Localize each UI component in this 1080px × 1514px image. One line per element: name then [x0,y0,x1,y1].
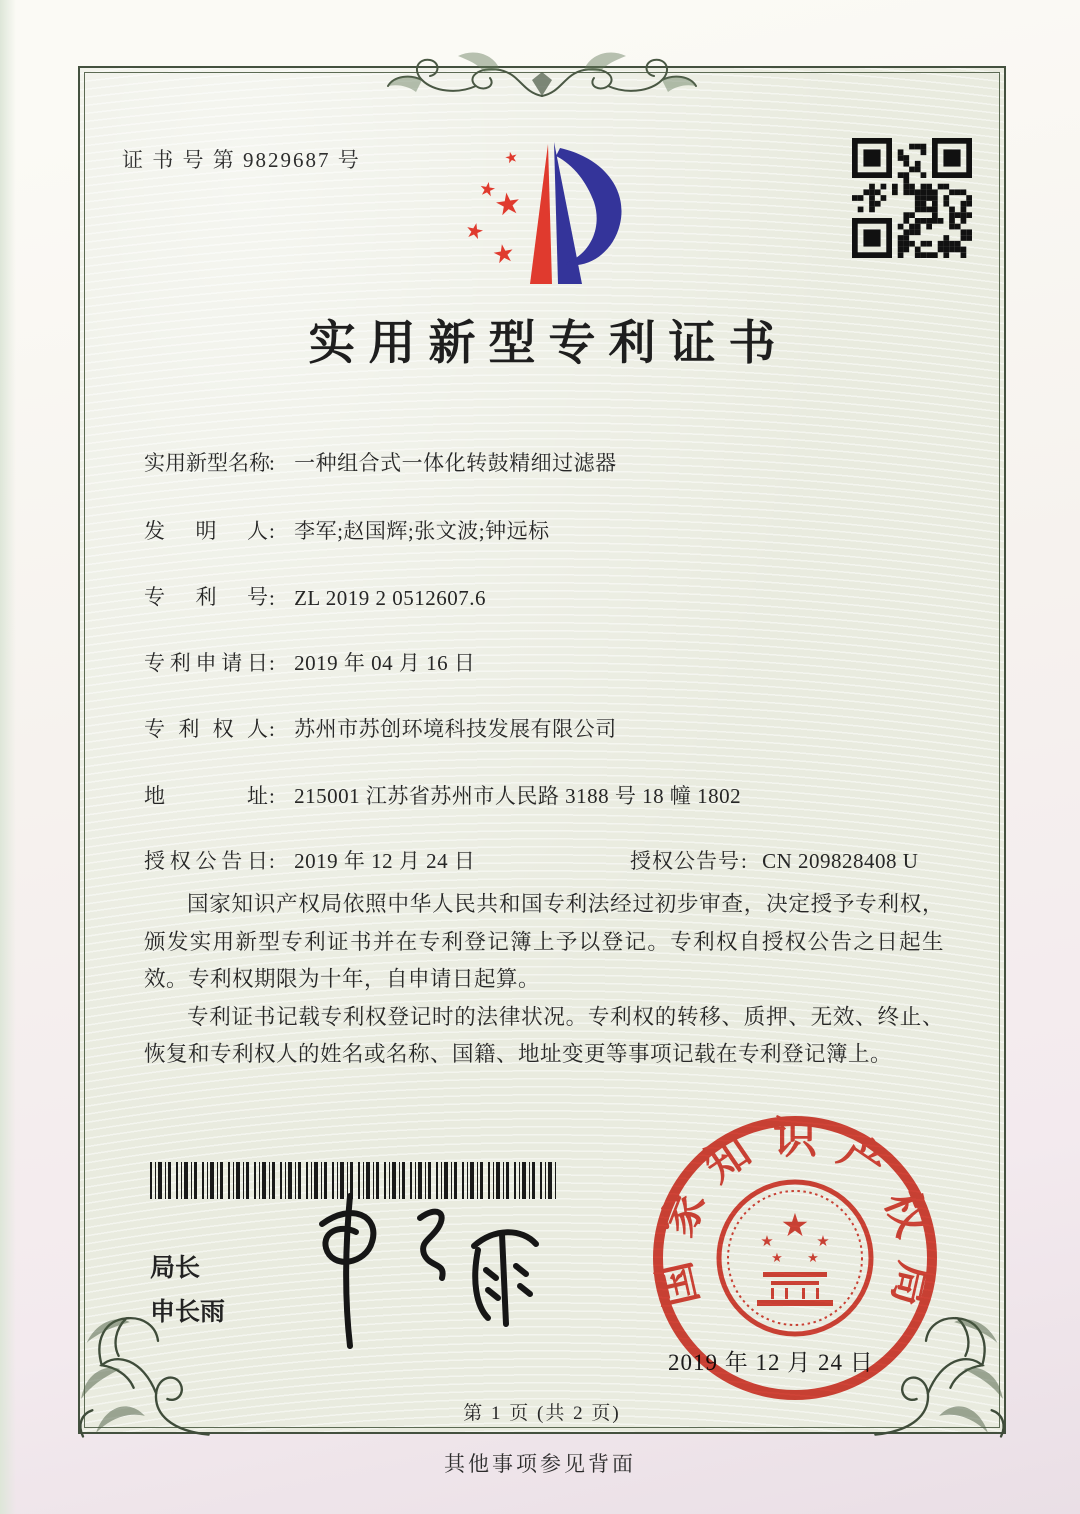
field-row-grant-date: 授权公告日: 2019 年 12 月 24 日 授权公告号: CN 209828408 U [144,845,974,875]
svg-text:★: ★ [771,1250,783,1265]
field-label: 发明人 [144,519,268,543]
legal-text-block [144,886,944,1074]
director-name: 申长雨 [150,1298,226,1326]
certificate-number: 证 书 号 第 9829687 号 [122,148,361,172]
svg-text:★: ★ [477,178,498,202]
svg-text:★: ★ [780,1207,810,1243]
svg-text:国家知识产权局 [650,1114,941,1311]
field-label: 授权公告号 [630,849,740,873]
svg-text:★: ★ [492,186,524,223]
field-value: 2019 年 12 月 24 日 [294,849,476,873]
field-value: CN 209828408 U [762,849,919,873]
field-value: 一种组合式一体化转鼓精细过滤器 [294,451,617,475]
page-indicator: 第 1 页 (共 2 页) [463,1403,621,1424]
field-row-address: 地址: 215001 江苏省苏州市人民路 3188 号 18 幢 1802 [144,780,974,810]
field-value: 李军;赵国辉;张文波;钟远标 [294,519,550,543]
field-row-name: 实用新型名称: 一种组合式一体化转鼓精细过滤器 [144,447,974,477]
field-value: 苏州市苏创环境科技发展有限公司 [294,717,617,741]
legal-paragraph: 国家知识产权局依照中华人民共和国专利法经过初步审查，决定授予专利权，颁发实用新型专利证书并在专利登记簿上予以登记。专利权自授权公告之日起生效。专利权期限为十年，自申请日起算。 [144,892,944,991]
field-label: 地址 [144,784,268,808]
svg-text:★: ★ [503,149,521,168]
field-label: 实用新型名称 [144,451,270,475]
qr-code-icon [852,138,972,258]
svg-text:★: ★ [490,239,518,270]
field-value: 215001 江苏省苏州市人民路 3188 号 18 幢 1802 [294,784,742,808]
field-value: 2019 年 04 月 16 日 [294,651,476,675]
field-row-inventors: 发明人: 李军;赵国辉;张文波;钟远标 [144,515,974,545]
field-label: 专利号 [144,585,268,609]
field-row-filing-date: 专利申请日: 2019 年 04 月 16 日 [144,647,974,677]
field-row-patent-number: 专利号: ZL 2019 2 0512607.6 [144,581,974,611]
seal-text: 国家知识产权局 [649,1113,941,1312]
svg-text:★: ★ [816,1234,830,1250]
field-value: ZL 2019 2 0512607.6 [294,586,486,610]
svg-text:★: ★ [760,1234,774,1250]
director-title: 局长 [150,1254,201,1282]
field-label: 专利申请日 [144,651,268,675]
cnipa-logo-icon [452,132,632,300]
reverse-side-note: 其他事项参见背面 [444,1452,636,1476]
svg-text:★: ★ [462,217,487,245]
patent-certificate [78,66,1006,1434]
field-label: 专利权人 [144,717,268,741]
seal-date: 2019 年 12 月 24 日 [668,1350,874,1375]
certificate-title: 实用新型专利证书 [308,318,789,370]
field-label: 授权公告日 [144,849,268,873]
svg-text:★: ★ [807,1250,819,1265]
legal-paragraph: 专利证书记载专利权登记时的法律状况。专利权的转移、质押、无效、终止、恢复和专利权人的姓名或名称、国籍、地址变更等事项记载在专利登记簿上。 [144,1004,944,1066]
top-border-flourish-icon [382,34,702,104]
grant-publication-number: 授权公告号: CN 209828408 U [630,849,919,873]
director-signature-icon [278,1184,568,1354]
field-row-patentee: 专利权人: 苏州市苏创环境科技发展有限公司 [144,713,974,743]
